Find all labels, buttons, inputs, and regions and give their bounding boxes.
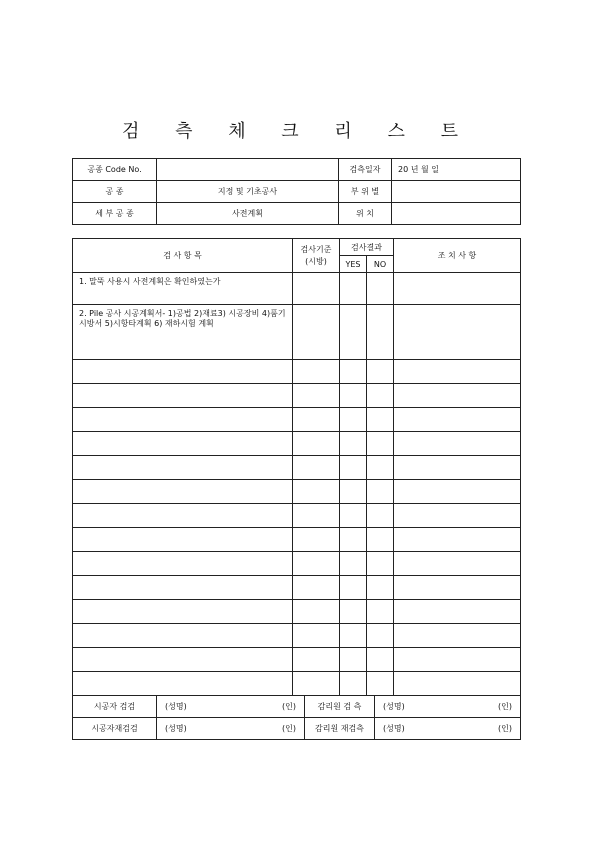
- signature-seal: (인): [498, 702, 512, 711]
- detail-value[interactable]: 사전계획: [157, 203, 339, 225]
- item-cell[interactable]: [73, 456, 293, 480]
- table-row: [73, 624, 521, 648]
- signature-seal: (인): [498, 724, 512, 733]
- yes-cell[interactable]: [340, 552, 367, 576]
- action-cell[interactable]: [394, 576, 521, 600]
- table-row: [73, 360, 521, 384]
- table-row: [73, 432, 521, 456]
- date-value[interactable]: 20 년 월 일: [392, 159, 521, 181]
- info-table: [72, 158, 521, 225]
- date-label: 검측일자: [339, 159, 392, 181]
- signature-right-label: 감리원 검 측: [305, 696, 375, 718]
- action-cell[interactable]: [394, 504, 521, 528]
- col-standard-header: 검사기준 (시방): [293, 239, 340, 273]
- standard-cell[interactable]: [293, 408, 340, 432]
- action-cell[interactable]: [394, 480, 521, 504]
- yes-cell[interactable]: [340, 305, 367, 360]
- table-row: [73, 648, 521, 672]
- signature-table: [72, 695, 521, 740]
- no-cell[interactable]: [367, 528, 394, 552]
- col-item-header: 검 사 항 목: [73, 239, 293, 273]
- signature-name: (성명): [165, 724, 187, 733]
- standard-cell[interactable]: [293, 432, 340, 456]
- location-label: 위 치: [339, 203, 392, 225]
- action-cell[interactable]: [394, 648, 521, 672]
- yes-cell[interactable]: [340, 408, 367, 432]
- action-cell[interactable]: [394, 432, 521, 456]
- item-cell[interactable]: [73, 648, 293, 672]
- item-cell[interactable]: [73, 408, 293, 432]
- col-action-header: 조 치 사 항: [394, 239, 521, 273]
- table-row: [73, 408, 521, 432]
- yes-cell[interactable]: [340, 528, 367, 552]
- detail-label: 세 부 공 종: [73, 203, 157, 225]
- table-row: [73, 600, 521, 624]
- action-cell[interactable]: [394, 672, 521, 696]
- standard-cell[interactable]: [293, 528, 340, 552]
- item-cell[interactable]: [73, 672, 293, 696]
- action-cell[interactable]: [394, 552, 521, 576]
- signature-name: (성명): [165, 702, 187, 711]
- no-cell[interactable]: [367, 624, 394, 648]
- part-value[interactable]: [392, 181, 521, 203]
- signature-row: [73, 718, 521, 740]
- standard-cell[interactable]: [293, 273, 340, 305]
- table-row: [73, 480, 521, 504]
- item-cell[interactable]: [73, 528, 293, 552]
- no-cell[interactable]: [367, 456, 394, 480]
- signature-right-field[interactable]: [375, 718, 521, 740]
- table-row: [73, 384, 521, 408]
- yes-cell[interactable]: [340, 360, 367, 384]
- action-cell[interactable]: [394, 360, 521, 384]
- yes-cell[interactable]: [340, 273, 367, 305]
- item-cell[interactable]: [73, 432, 293, 456]
- table-row: [73, 552, 521, 576]
- yes-cell[interactable]: [340, 384, 367, 408]
- standard-cell[interactable]: [293, 648, 340, 672]
- checklist-table: [72, 238, 521, 696]
- item-cell[interactable]: [73, 504, 293, 528]
- no-cell[interactable]: [367, 408, 394, 432]
- action-cell[interactable]: [394, 528, 521, 552]
- yes-cell[interactable]: [340, 480, 367, 504]
- no-cell[interactable]: [367, 552, 394, 576]
- item-cell[interactable]: [73, 600, 293, 624]
- code-label: 공종 Code No.: [73, 159, 157, 181]
- action-cell[interactable]: [394, 273, 521, 305]
- item-cell[interactable]: [73, 576, 293, 600]
- table-row: [73, 305, 521, 360]
- col-yes-header: YES: [340, 256, 367, 273]
- standard-cell[interactable]: [293, 600, 340, 624]
- item-cell[interactable]: [73, 360, 293, 384]
- standard-cell[interactable]: [293, 552, 340, 576]
- table-row: [73, 576, 521, 600]
- no-cell[interactable]: [367, 432, 394, 456]
- signature-left-label: 시공자 검검: [73, 696, 157, 718]
- table-row: [73, 456, 521, 480]
- standard-cell[interactable]: [293, 480, 340, 504]
- yes-cell[interactable]: [340, 672, 367, 696]
- standard-cell[interactable]: [293, 305, 340, 360]
- item-cell[interactable]: [73, 384, 293, 408]
- action-cell[interactable]: [394, 600, 521, 624]
- signature-name: (성명): [383, 724, 405, 733]
- item-text: 1. 말뚝 사용시 사전계획은 확인하였는가: [73, 273, 293, 305]
- no-cell[interactable]: [367, 600, 394, 624]
- signature-seal: (인): [282, 724, 296, 733]
- no-cell[interactable]: [367, 672, 394, 696]
- table-row: [73, 504, 521, 528]
- standard-cell[interactable]: [293, 456, 340, 480]
- action-cell[interactable]: [394, 624, 521, 648]
- no-cell[interactable]: [367, 480, 394, 504]
- item-cell[interactable]: [73, 480, 293, 504]
- yes-cell[interactable]: [340, 648, 367, 672]
- location-value[interactable]: [392, 203, 521, 225]
- action-cell[interactable]: [394, 384, 521, 408]
- standard-cell[interactable]: [293, 576, 340, 600]
- table-row: [73, 273, 521, 305]
- signature-left-field[interactable]: [157, 696, 305, 718]
- item-cell[interactable]: [73, 552, 293, 576]
- signature-right-label: 감리원 재검측: [305, 718, 375, 740]
- no-cell[interactable]: [367, 360, 394, 384]
- yes-cell[interactable]: [340, 576, 367, 600]
- signature-right-field[interactable]: [375, 696, 521, 718]
- signature-row: [73, 696, 521, 718]
- table-row: [73, 528, 521, 552]
- work-label: 공 종: [73, 181, 157, 203]
- table-row: [73, 672, 521, 696]
- no-cell[interactable]: [367, 384, 394, 408]
- action-cell[interactable]: [394, 305, 521, 360]
- yes-cell[interactable]: [340, 456, 367, 480]
- item-text: 2. Pile 공사 시공계획서- 1)공법 2)재료3) 시공장비 4)품기 시방서 5)시항타계획 6) 재하시험 계획: [73, 305, 293, 360]
- yes-cell[interactable]: [340, 600, 367, 624]
- yes-cell[interactable]: [340, 624, 367, 648]
- no-cell[interactable]: [367, 648, 394, 672]
- col-no-header: NO: [367, 256, 394, 273]
- yes-cell[interactable]: [340, 504, 367, 528]
- standard-cell[interactable]: [293, 384, 340, 408]
- standard-cell[interactable]: [293, 360, 340, 384]
- no-cell[interactable]: [367, 576, 394, 600]
- yes-cell[interactable]: [340, 432, 367, 456]
- page-title: 검 측 체 크 리 스 트: [121, 121, 474, 142]
- standard-cell[interactable]: [293, 504, 340, 528]
- no-cell[interactable]: [367, 504, 394, 528]
- action-cell[interactable]: [394, 456, 521, 480]
- part-label: 부 위 별: [339, 181, 392, 203]
- item-cell[interactable]: [73, 624, 293, 648]
- no-cell[interactable]: [367, 273, 394, 305]
- standard-cell[interactable]: [293, 624, 340, 648]
- standard-cell[interactable]: [293, 672, 340, 696]
- no-cell[interactable]: [367, 305, 394, 360]
- action-cell[interactable]: [394, 408, 521, 432]
- signature-name: (성명): [383, 702, 405, 711]
- signature-seal: (인): [282, 702, 296, 711]
- signature-left-label: 시공자재검검: [73, 718, 157, 740]
- col-result-header: 검사결과: [340, 239, 394, 256]
- code-value[interactable]: [157, 159, 339, 181]
- signature-left-field[interactable]: [157, 718, 305, 740]
- work-value[interactable]: 지정 및 기초공사: [157, 181, 339, 203]
